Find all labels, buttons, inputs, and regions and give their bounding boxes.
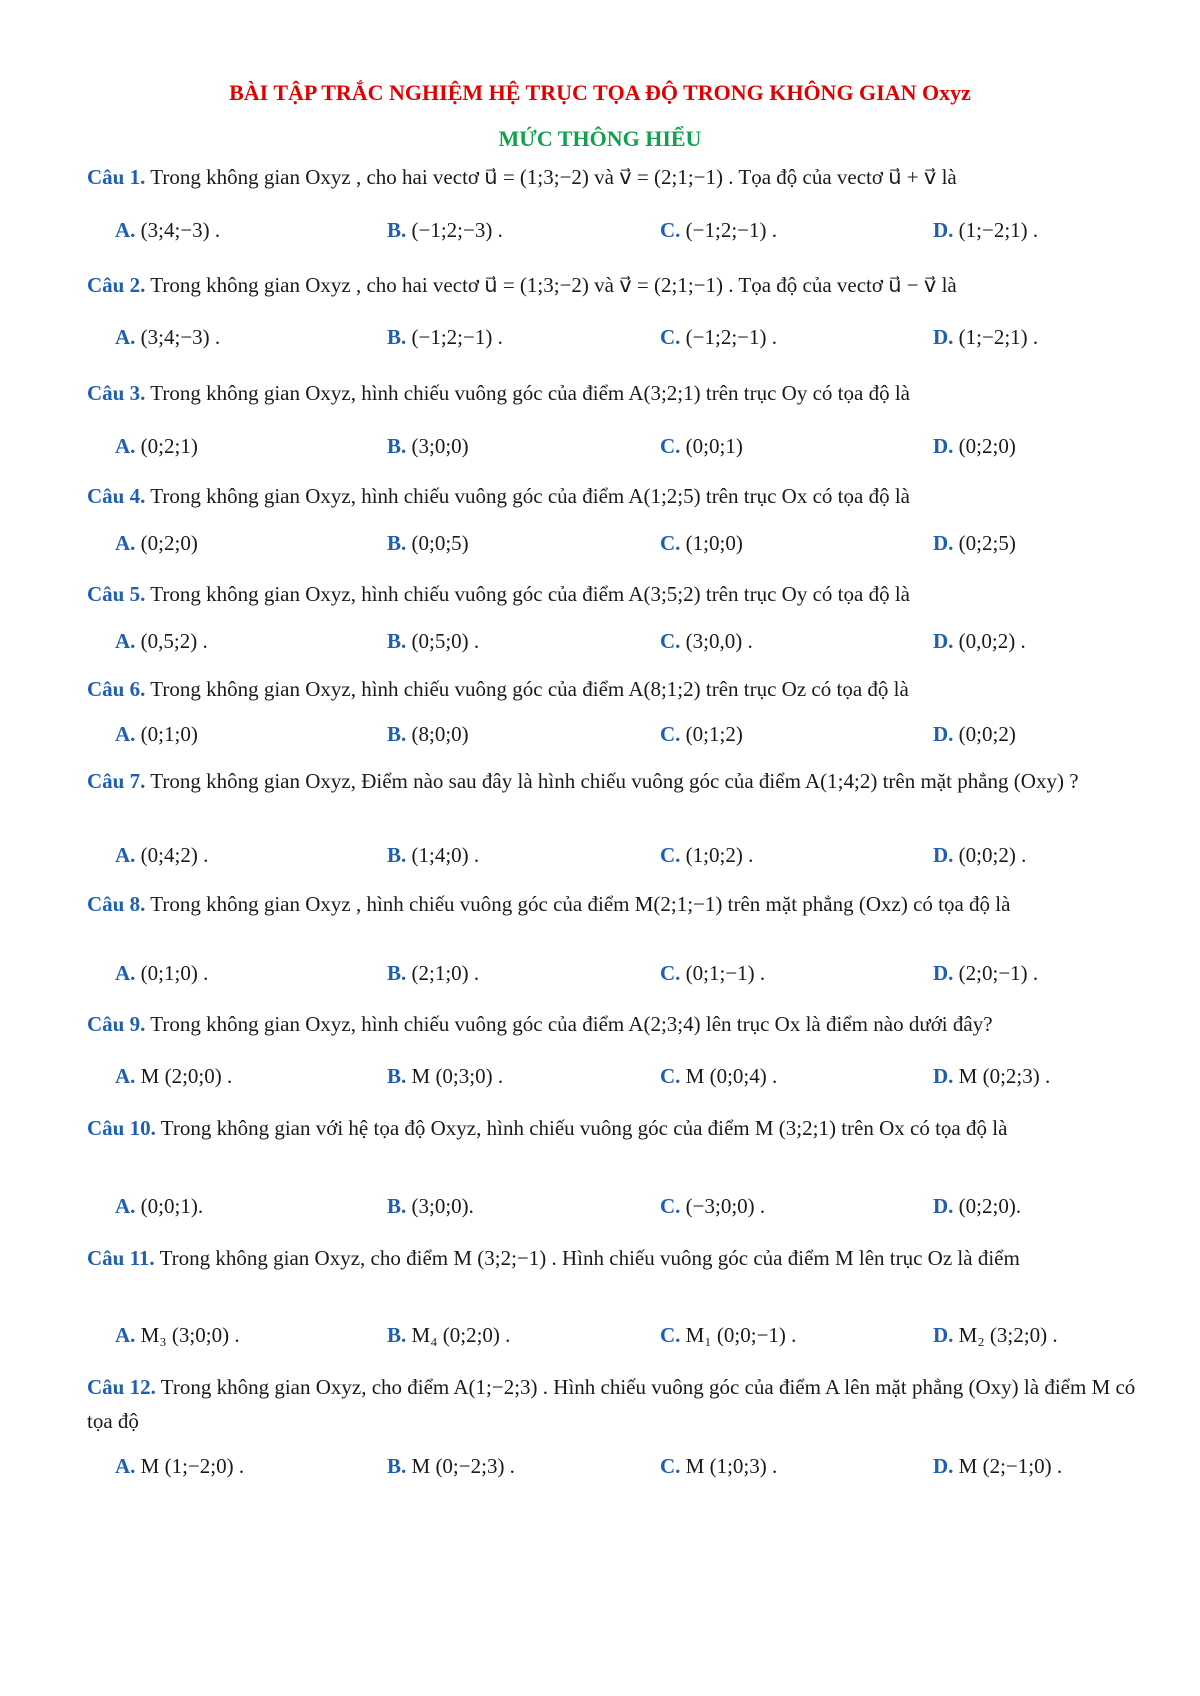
option-b: B. (8;0;0) [387, 722, 469, 746]
option-a: A. (0;0;1). [115, 1194, 204, 1218]
option-b: B. M₄ (0;2;0) . [387, 1323, 511, 1347]
options-9 [115, 1059, 1175, 1093]
option-b: B. (0;0;5) [387, 531, 469, 555]
question-5 [87, 577, 1155, 611]
option-d: D. M (2;−1;0) . [933, 1454, 1063, 1478]
option-c: C. (−1;2;−1) . [660, 218, 778, 242]
option-b: B. M (0;3;0) . [387, 1064, 504, 1088]
question-text: Trong không gian Oxyz , cho hai vectơ u⃗ = (1;3;−2) và v⃗ = (2;1;−1) . Tọa độ của vectơ u⃗ + v⃗ là [150, 165, 957, 189]
option-b: B. M (0;−2;3) . [387, 1454, 515, 1478]
question-text: Trong không gian Oxyz, hình chiếu vuông góc của điểm A(3;2;1) trên trục Oy có tọa độ là [150, 381, 910, 405]
option-c: C. (1;0;0) [660, 531, 743, 555]
option-c: C. (0;1;−1) . [660, 961, 766, 985]
option-d: D. (2;0;−1) . [933, 961, 1039, 985]
question-text: Trong không gian với hệ tọa độ Oxyz, hình chiếu vuông góc của điểm M (3;2;1) trên Ox có tọa độ là [160, 1116, 1008, 1140]
question-label: Câu 12. [87, 1375, 156, 1399]
question-text: Trong không gian Oxyz, hình chiếu vuông góc của điểm A(3;5;2) trên trục Oy có tọa độ là [150, 582, 910, 606]
option-a: A. (0;2;1) [115, 434, 198, 458]
question-text: Trong không gian Oxyz, cho điểm M (3;2;−1) . Hình chiếu vuông góc của điểm M lên trục Oz là điểm [159, 1246, 1020, 1270]
question-label: Câu 6. [87, 677, 146, 701]
option-a: A. (3;4;−3) . [115, 218, 221, 242]
question-9 [87, 1007, 1155, 1041]
question-label: Câu 2. [87, 273, 146, 297]
option-c: C. M (1;0;3) . [660, 1454, 778, 1478]
question-label: Câu 1. [87, 165, 146, 189]
question-text: Trong không gian Oxyz, hình chiếu vuông góc của điểm A(2;3;4) lên trục Ox là điểm nào dưới đây? [150, 1012, 993, 1036]
page-subtitle: MỨC THÔNG HIỂU [498, 126, 702, 151]
question-label: Câu 10. [87, 1116, 156, 1140]
options-4 [115, 526, 1175, 560]
option-c: C. (0;0;1) [660, 434, 743, 458]
option-b: B. (−1;2;−1) . [387, 325, 503, 349]
option-b: B. (3;0;0). [387, 1194, 474, 1218]
question-11 [87, 1241, 1155, 1275]
question-12 [87, 1370, 1155, 1438]
options-6 [115, 717, 1175, 751]
question-10 [87, 1111, 1155, 1145]
option-c: C. (−1;2;−1) . [660, 325, 778, 349]
question-6 [87, 672, 1155, 706]
options-8 [115, 956, 1175, 990]
option-b: B. (3;0;0) [387, 434, 469, 458]
question-label: Câu 11. [87, 1246, 155, 1270]
option-b: B. (−1;2;−3) . [387, 218, 503, 242]
option-d: D. (0;2;0). [933, 1194, 1022, 1218]
question-text: Trong không gian Oxyz , cho hai vectơ u⃗ = (1;3;−2) và v⃗ = (2;1;−1) . Tọa độ của vectơ u⃗ − v⃗ là [150, 273, 957, 297]
option-c: C. M (0;0;4) . [660, 1064, 778, 1088]
option-d: D. (1;−2;1) . [933, 218, 1039, 242]
options-2 [115, 320, 1175, 354]
option-a: A. (0,5;2) . [115, 629, 208, 653]
option-d: D. (0;0;2) [933, 722, 1016, 746]
options-7 [115, 838, 1175, 872]
question-text: Trong không gian Oxyz, cho điểm A(1;−2;3) . Hình chiếu vuông góc của điểm A lên mặt phẳng (Oxy) là điểm M có tọa độ [87, 1375, 1136, 1433]
option-b: B. (2;1;0) . [387, 961, 480, 985]
options-12 [115, 1449, 1175, 1483]
options-5 [115, 624, 1175, 658]
option-a: A. M₃ (3;0;0) . [115, 1323, 240, 1347]
option-d: D. (0;2;0) [933, 434, 1016, 458]
question-1 [87, 160, 1155, 194]
options-11 [115, 1318, 1175, 1352]
question-4 [87, 479, 1155, 513]
question-text: Trong không gian Oxyz, hình chiếu vuông góc của điểm A(1;2;5) trên trục Ox có tọa độ là [150, 484, 910, 508]
option-b: B. (0;5;0) . [387, 629, 480, 653]
option-a: A. (0;1;0) . [115, 961, 209, 985]
page-title: BÀI TẬP TRẮC NGHIỆM HỆ TRỤC TỌA ĐỘ TRONG KHÔNG GIAN Oxyz [229, 80, 971, 105]
option-c: C. (0;1;2) [660, 722, 743, 746]
option-c: C. (1;0;2) . [660, 843, 754, 867]
option-d: D. M₂ (3;2;0) . [933, 1323, 1058, 1347]
option-a: A. (0;4;2) . [115, 843, 209, 867]
option-d: D. M (0;2;3) . [933, 1064, 1051, 1088]
option-d: D. (1;−2;1) . [933, 325, 1039, 349]
options-10 [115, 1189, 1175, 1223]
question-7 [87, 764, 1155, 798]
options-3 [115, 429, 1175, 463]
question-label: Câu 9. [87, 1012, 146, 1036]
question-3 [87, 376, 1155, 410]
question-label: Câu 3. [87, 381, 146, 405]
question-label: Câu 4. [87, 484, 146, 508]
option-d: D. (0;0;2) . [933, 843, 1027, 867]
option-c: C. M₁ (0;0;−1) . [660, 1323, 797, 1347]
question-text: Trong không gian Oxyz, Điểm nào sau đây là hình chiếu vuông góc của điểm A(1;4;2) trên mặt phẳng (Oxy) ? [150, 769, 1079, 793]
option-a: A. M (2;0;0) . [115, 1064, 233, 1088]
option-b: B. (1;4;0) . [387, 843, 480, 867]
option-a: A. (3;4;−3) . [115, 325, 221, 349]
question-text: Trong không gian Oxyz, hình chiếu vuông góc của điểm A(8;1;2) trên trục Oz có tọa độ là [150, 677, 909, 701]
question-text: Trong không gian Oxyz , hình chiếu vuông góc của điểm M(2;1;−1) trên mặt phẳng (Oxz) có tọa độ là [150, 892, 1011, 916]
question-label: Câu 5. [87, 582, 146, 606]
option-a: A. M (1;−2;0) . [115, 1454, 245, 1478]
option-d: D. (0;2;5) [933, 531, 1016, 555]
option-c: C. (−3;0;0) . [660, 1194, 766, 1218]
option-a: A. (0;1;0) [115, 722, 198, 746]
option-d: D. (0,0;2) . [933, 629, 1026, 653]
question-label: Câu 8. [87, 892, 146, 916]
options-1 [115, 213, 1175, 247]
question-2 [87, 268, 1155, 302]
option-a: A. (0;2;0) [115, 531, 198, 555]
question-label: Câu 7. [87, 769, 146, 793]
option-c: C. (3;0,0) . [660, 629, 753, 653]
question-8 [87, 887, 1155, 921]
